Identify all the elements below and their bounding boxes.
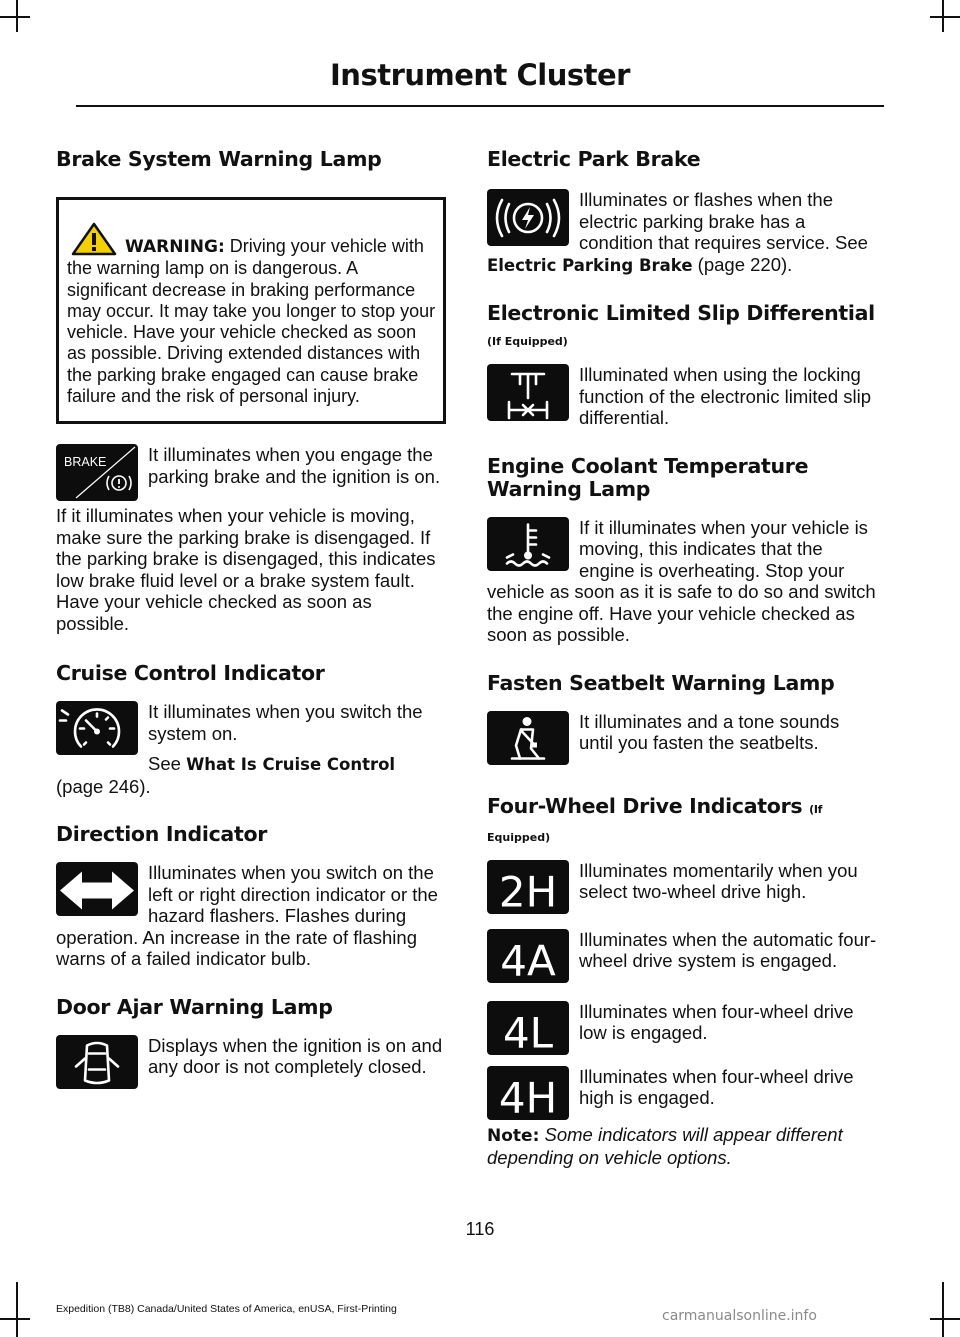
fwd-icon-label: 4L [502, 1008, 554, 1057]
direction-item [56, 862, 446, 970]
warning-triangle-icon [71, 222, 117, 256]
crop-mark [930, 1318, 960, 1320]
equipment-qualifier: (If [809, 802, 823, 816]
equipment-qualifier-cont: Equipped) [487, 830, 551, 844]
fwd-item-4a [487, 929, 877, 987]
coolant-item [487, 517, 877, 646]
section-title: Electronic Limited Slip Differential [487, 301, 875, 325]
crop-mark [0, 16, 30, 18]
section-title [487, 795, 877, 821]
left-column [56, 140, 446, 1093]
direction-section [56, 823, 446, 970]
seatbelt-description: It illuminates and a tone sounds until you fasten the seatbelts. [579, 710, 840, 753]
note [487, 1124, 877, 1169]
crop-mark [0, 1318, 30, 1320]
page-number: 116 [465, 1219, 495, 1239]
door-description: Displays when the ignition is on and any door is not completely closed. [148, 1034, 443, 1078]
elsd-description: Illuminated when using the locking function of the electronic limited slip differential. [579, 364, 872, 428]
crop-mark [16, 1282, 18, 1337]
brake-item [56, 444, 446, 505]
fwd-description: Illuminates when four-wheel drive high is engaged. [579, 1065, 854, 1108]
fwd-icon-label: 2H [498, 867, 558, 916]
page-reference: (page 246). [56, 775, 151, 797]
note-label: Note: [487, 1125, 540, 1146]
four-wheel-low-icon [487, 1001, 569, 1055]
two-wheel-high-icon [487, 860, 569, 914]
section-title: Electric Park Brake [487, 147, 701, 171]
cruise-link[interactable]: What Is Cruise Control [186, 755, 396, 775]
cruise-control-icon [56, 701, 138, 755]
right-column [487, 140, 877, 1169]
door-section [56, 996, 446, 1093]
electric-park-brake-icon [487, 189, 569, 246]
section-title: Direction Indicator [56, 822, 268, 847]
crop-mark [930, 16, 960, 18]
brake-icon-label: BRAKE [64, 455, 107, 470]
equipment-qualifier: (If Equipped) [487, 335, 568, 348]
watermark: carmanualsonline.info [662, 1308, 817, 1324]
fwd-icon-label: 4H [498, 1073, 558, 1122]
four-wheel-high-icon [487, 1066, 569, 1120]
limited-slip-differential-icon [487, 364, 569, 421]
coolant-temperature-icon [487, 517, 569, 571]
seatbelt-icon [487, 711, 569, 765]
section-title: Door Ajar Warning Lamp [56, 994, 333, 1019]
warning-text: Driving your vehicle with the warning lamp on is dangerous. A significant decrease in braking performance may occur. It may take you longer to stop your vehicle. Have your vehicle checked as soon as possible. Driving extended distances with the parking brake engaged can cause brake failure and the risk of personal injury. [67, 236, 436, 407]
header-divider [76, 105, 884, 107]
section-title: Engine Coolant Temperature Warning Lamp [487, 453, 809, 501]
warning-label: WARNING: [125, 237, 225, 257]
brake-description: It illuminates when you engage the parking brake and the ignition is on. [148, 444, 441, 487]
brake-warning-icon [56, 444, 138, 501]
brake-section [56, 148, 446, 634]
seatbelt-section [487, 672, 877, 769]
section-title: Cruise Control Indicator [56, 661, 325, 686]
warning-box [56, 197, 446, 424]
cruise-section [56, 662, 446, 797]
fwd-item-2h [487, 860, 877, 918]
elsd-item [487, 364, 877, 429]
epb-link[interactable]: Electric Parking Brake [487, 255, 693, 275]
footer-text: Expedition (TB8) Canada/United States of America, enUSA, First-Printing [56, 1303, 397, 1315]
note-text: Some indicators will appear different depending on vehicle options. [487, 1123, 843, 1168]
fwd-item-4l [487, 1001, 877, 1059]
fwd-description: Illuminates when the automatic four-wheel drive system is engaged. [579, 928, 877, 971]
epb-section [487, 148, 877, 276]
door-item [56, 1035, 446, 1093]
cruise-item [56, 701, 446, 797]
door-ajar-icon [56, 1035, 138, 1089]
direction-description: Illuminates when you switch on the left or right direction indicator or the hazard flashers. Flashes during operation. An increase in the rate of flashing warns of a failed indicator bulb. [56, 862, 438, 970]
fwd-section [487, 795, 877, 1169]
direction-arrows-icon [56, 862, 138, 916]
fwd-item-4h [487, 1066, 877, 1124]
see-label: See [148, 753, 187, 775]
epb-item [487, 189, 877, 276]
page-reference: (page 220). [692, 253, 793, 275]
cruise-description: It illuminates when you switch the system on. [148, 701, 423, 744]
fwd-description: Illuminates when four-wheel drive low is engaged. [579, 1000, 854, 1043]
section-title: Fasten Seatbelt Warning Lamp [487, 670, 835, 695]
four-wheel-auto-icon [487, 929, 569, 983]
fwd-title: Four-Wheel Drive Indicators [487, 793, 803, 818]
cruise-reference [56, 753, 446, 797]
section-title: Brake System Warning Lamp [56, 147, 382, 171]
seatbelt-item [487, 711, 877, 769]
elsd-section [487, 302, 877, 429]
fwd-description: Illuminates momentarily when you select two-wheel drive high. [579, 859, 858, 902]
coolant-section [487, 455, 877, 646]
epb-text: Illuminates or flashes when the electric parking brake has a condition that requires service. See [579, 189, 868, 253]
fwd-icon-label: 4A [500, 936, 556, 985]
brake-paragraph: If it illuminates when your vehicle is moving, make sure the parking brake is disengaged. If the parking brake is disengaged, this indicates low brake fluid level or a brake system fault. Have your vehicle checked as soon as possible. [56, 505, 436, 634]
crop-mark [942, 1282, 944, 1337]
page-title: Instrument Cluster [330, 58, 630, 92]
coolant-description: If it illuminates when your vehicle is moving, this indicates that the engine is overheating. Stop your vehicle as soon as it is safe to do so and switch the engine off. Have your vehicle checked as soon as possible. [487, 516, 876, 645]
